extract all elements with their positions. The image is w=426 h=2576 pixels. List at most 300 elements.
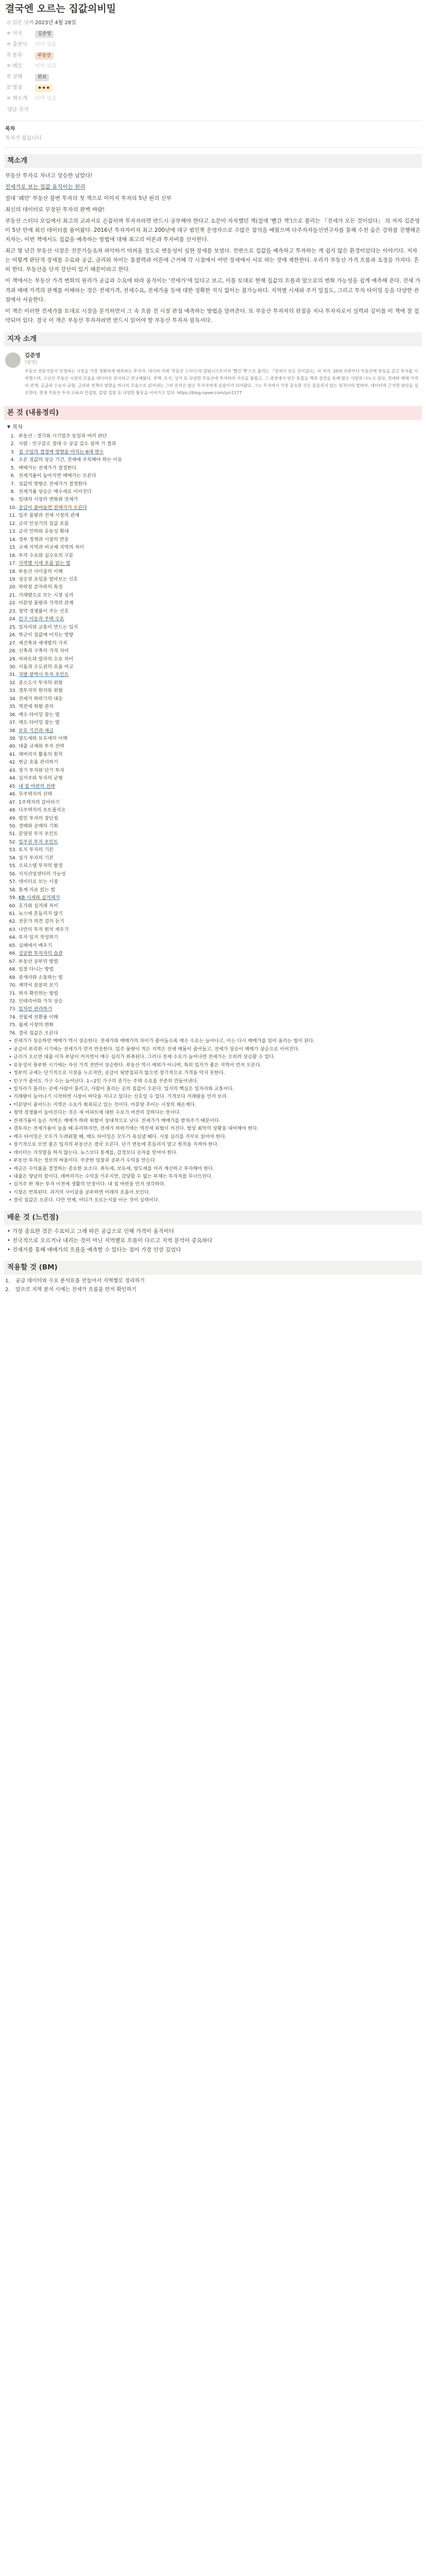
list-item-text: 세금은 수익률을 결정하는 중요한 요소다. 취득세, 보유세, 양도세를 미리 계산하고 투자해야 한다. — [13, 1165, 214, 1172]
add-comment-button[interactable]: 댓글 추가 — [7, 107, 29, 113]
list-item — [4, 591, 422, 599]
list-item-text: 대출은 양날의 칼이다. 레버리지는 수익을 키우지만, 감당할 수 없는 부채는 투자자를 무너뜨린다. — [13, 1173, 213, 1179]
list-item-text: 청약 경쟁률이 높아진다는 것은 새 아파트에 대한 수요가 여전히 강하다는 뜻이다. — [13, 1110, 181, 1116]
section-heading-intro: 책소개 — [4, 154, 422, 168]
list-item-text: 매수 타이밍 잡는 법 — [19, 711, 60, 718]
bullet-dot: 22. — [9, 600, 17, 606]
bullet-dot: 68. — [9, 967, 17, 973]
list-item-text: 정부의 규제는 단기적으로 시장을 누르지만, 공급이 뒷받침되지 않으면 장기적으로 가격을 막지 못한다. — [13, 1070, 225, 1076]
list-item-text: 인구가 줄어도 가구 수는 늘어난다. 1~2인 가구의 증가는 주택 수요를 꾸준히 만들어낸다. — [13, 1078, 199, 1084]
list-item-text: 아파트와 빌라의 수요 차이 — [19, 656, 74, 662]
list-item-text: 임장 다니는 방법 — [19, 967, 54, 973]
list-item-text: 공급이 줄어들면 전세가가 오른다 — [19, 504, 88, 511]
bullet-dot: 34. — [9, 696, 17, 702]
bullet-dot: 66. — [9, 951, 17, 957]
list-item — [4, 1077, 422, 1085]
list-item-text: 전월세 전환율 이해 — [19, 1014, 58, 1020]
property-tag: 김준영 — [35, 30, 54, 38]
properties-panel — [4, 17, 422, 119]
list-item-text: 결국 집값은 오른다. 다만 언제, 어디가 오르는지를 아는 것이 실력이다. — [13, 1197, 160, 1204]
list-item — [4, 1141, 422, 1148]
paragraph: 부동산 스터디 모임에서 최고의 교과서로 손꼽히며 투자자라면 반드시 공부해야 한다고 소문이 자자했던 책(집에 '빨간 책')으로 불리는 『전세가 모든 것이었다』 의 저자 김준영이 5년 만에 최신 데이터를 품어왔다. 2016년 투자자이자 최고 200년에 대구 범민쪽 운영자으로 수많은 참석을 배웠으며 다주자자들선연구자를 통해 수천 숲은 강하를 진행해온 저자는, 이번 책에서도 집값을 예측하는 방법에 대해 최고의 이론과 투자비를 선사한다. — [5, 218, 421, 243]
list-item — [4, 528, 422, 535]
property-name: 책소개 — [12, 96, 27, 102]
list-item — [4, 1005, 422, 1013]
bullet-dot: 53. — [9, 847, 17, 853]
list-item — [4, 719, 422, 726]
list-item-text: 지방 광역시 투자 포인트 — [19, 672, 69, 678]
text-icon: ≡ — [7, 96, 11, 101]
list-item — [4, 1285, 422, 1294]
list-item — [4, 910, 422, 918]
list-item-text: 거래량으로 보는 시장 심리 — [19, 592, 74, 598]
bullet-dot: 41. — [9, 751, 17, 757]
list-item — [4, 934, 422, 941]
bullet-dot: 37. — [9, 720, 17, 726]
bullet-dot: 42. — [9, 759, 17, 766]
list-item-text: 부동산 사이클의 이해 — [19, 568, 63, 574]
author-role: (필명) — [25, 360, 38, 365]
list-item-text: 미분양이 줄어드는 지역은 수요가 회복되고 있는 것이다. 미분양 추이는 시장의 체온계다. — [13, 1101, 196, 1108]
list-item — [4, 440, 422, 448]
list-item-text: 실패에서 배우기 — [19, 942, 53, 948]
list-item — [4, 1053, 422, 1061]
list-item — [4, 783, 422, 790]
bullet-dot: 25. — [9, 624, 17, 630]
list-item — [4, 1069, 422, 1077]
list-item — [4, 488, 422, 496]
list-item — [4, 822, 422, 830]
list-icon: ☰ — [6, 85, 11, 91]
list-item — [4, 1236, 422, 1245]
bullet-dot: • — [9, 1165, 12, 1172]
bullet-dot: 13. — [9, 529, 17, 535]
list-item — [4, 647, 422, 655]
bullet-dot: 19. — [9, 576, 17, 582]
bullet-dot: 27. — [9, 640, 17, 646]
bullet-dot: • — [7, 1228, 11, 1234]
bullet-dot: 61. — [9, 911, 17, 917]
list-item — [4, 711, 422, 719]
list-item-text: 전문가 의견 걸러 듣기 — [19, 919, 64, 925]
bullet-dot: 48. — [9, 807, 17, 814]
list-item — [4, 552, 422, 560]
list-item — [4, 894, 422, 902]
bullet-dot: 33. — [9, 688, 17, 694]
list-item — [4, 560, 422, 567]
list-item-text: 유동성이 풍부한 시기에는 자산 가격 전반이 상승한다. 부동산 역시 예외가 아니며, 특히 입지가 좋은 지역이 먼저 오른다. — [13, 1062, 262, 1068]
property-read-date[interactable] — [5, 18, 421, 29]
list-number: 1. — [5, 1278, 10, 1284]
bullet-dot: • — [9, 1046, 12, 1052]
list-item — [4, 687, 422, 694]
bullet-dot: 76. — [9, 1030, 17, 1036]
bullet-dot: 28. — [9, 648, 17, 654]
page-title: 결국엔 오르는 집값의비밀 — [5, 3, 116, 14]
list-item — [4, 1093, 422, 1100]
bullet-dot: • — [9, 1086, 12, 1092]
list-item-text: 매매가는 전세가가 결정한다 — [19, 465, 77, 471]
list-item — [4, 727, 422, 735]
list-item — [4, 878, 422, 886]
list-item-text: 금리 인상기의 집값 흐름 — [19, 520, 69, 527]
list-item — [4, 774, 422, 782]
bullet-dot: 39. — [9, 736, 17, 742]
section-heading-author: 지자 소개 — [4, 332, 422, 346]
bullet-dot: 55. — [9, 863, 17, 869]
list-item-text: 내 집 마련의 전략 — [19, 783, 55, 789]
list-item — [4, 1125, 422, 1132]
bullet-dot: 3. — [10, 449, 15, 455]
bullet-dot: 15. — [9, 545, 17, 551]
bullet-dot: 72. — [9, 998, 17, 1004]
list-item — [4, 1013, 422, 1021]
list-item-text: 시장은 반복된다. 과거의 사이클을 공부하면 미래의 흐름이 보인다. — [13, 1189, 150, 1195]
list-item-text: 지역별 시세 흐름 읽는 법 — [19, 561, 71, 567]
intro-body — [4, 170, 422, 326]
bullet-dot: 29. — [9, 656, 17, 662]
bullet-dot: 20. — [9, 584, 17, 590]
list-item — [4, 679, 422, 687]
list-item-text: 계약서 꼼꼼히 보기 — [19, 982, 58, 989]
list-item — [4, 575, 422, 583]
list-item — [4, 1196, 422, 1204]
list-item-text: 장기적으로 보면 좋은 입지의 부동산은 결국 오른다. 단기 변동에 흔들리지 말고 원칙을 지켜야 한다. — [13, 1142, 219, 1148]
list-item-text: 실거주와 투자의 균형 — [19, 775, 63, 782]
list-item-text: 금리 인하와 유동성 확대 — [19, 529, 69, 535]
list-item — [4, 1117, 422, 1125]
list-item — [4, 639, 422, 647]
list-item — [4, 464, 422, 472]
list-item — [4, 1227, 422, 1236]
bullet-dot: 4. — [10, 457, 15, 463]
bullet-dot: 35. — [9, 704, 17, 710]
list-item — [4, 456, 422, 464]
bullet-dot: 5. — [10, 465, 15, 471]
summary-list — [4, 1037, 422, 1205]
bullet-dot: 1. — [10, 433, 15, 439]
bullet-dot: 50. — [9, 823, 17, 829]
bullet-dot: 23. — [9, 608, 17, 614]
list-item — [4, 583, 422, 591]
bullet-dot: 56. — [9, 871, 17, 877]
list-item — [4, 965, 422, 973]
bullet-dot: 7. — [10, 481, 15, 487]
property-name: 분류 — [12, 53, 23, 59]
list-item — [4, 1085, 422, 1093]
property-category[interactable] — [5, 50, 421, 61]
bullet-dot: • — [9, 1110, 12, 1116]
list-item-text: 법인 투자의 장단점 — [19, 815, 58, 821]
bullet-dot: 18. — [9, 568, 17, 574]
list-item — [4, 815, 422, 822]
property-tag: ★★★ — [35, 84, 53, 92]
bullet-dot: • — [9, 1101, 12, 1108]
list-item — [4, 1061, 422, 1069]
list-item — [4, 1180, 422, 1188]
paragraph — [4, 181, 422, 193]
list-icon: ☰ — [6, 53, 11, 58]
chapter-list — [4, 432, 422, 1037]
list-item-text: 하자 확인하는 방법 — [19, 990, 58, 996]
list-item-text: 1주택자의 갈아타기 — [19, 799, 60, 805]
list-item-text: 전세가율이 높아지면 매매가는 오른다 — [19, 473, 96, 479]
property-name: 상태 — [12, 74, 23, 80]
list-item — [4, 1189, 422, 1196]
bullet-dot: • — [9, 1197, 12, 1204]
property-name: 출판사 — [12, 42, 27, 48]
list-item — [4, 862, 422, 870]
list-item — [4, 1173, 422, 1180]
bullet-dot: 9. — [10, 497, 15, 503]
list-item — [4, 663, 422, 671]
list-item-text: 재건축과 재개발의 가치 — [19, 640, 67, 646]
list-item-text: 집 구입의 결정에 영향을 미치는 6대 변수 — [19, 449, 104, 455]
bullet-dot: 52. — [9, 839, 17, 845]
bullet-dot: • — [9, 1181, 12, 1188]
list-item-text: 전세가를 통해 매매가의 흐름을 예측할 수 있다는 점이 가장 인상 깊었다 — [12, 1246, 181, 1253]
list-item — [4, 695, 422, 703]
list-item-text: 갭투자의 원리와 위험 — [19, 688, 63, 694]
bullet-dot: 63. — [9, 926, 17, 933]
bullet-dot: 74. — [9, 1014, 17, 1020]
bullet-dot: 44. — [9, 775, 17, 782]
property-rating[interactable] — [5, 83, 421, 94]
bullet-dot: 60. — [9, 903, 17, 909]
list-item — [4, 926, 422, 934]
list-item-text: 전세가 하락기의 대응 — [19, 696, 63, 702]
property-value: 비어 있음 — [35, 42, 57, 48]
bullet-dot: 51. — [9, 831, 17, 837]
list-item — [4, 1133, 422, 1141]
list-item-text: 가장 중요한 것은 수요이고 그래 따른 공급으로 인해 가격이 움직이다 — [12, 1228, 175, 1234]
list-item-text: 데이터는 거짓말을 하지 않는다. 뉴스보다 통계를, 감정보다 숫자를 믿어야 한다. — [13, 1149, 178, 1156]
list-item — [4, 846, 422, 854]
list-item-text: 신축과 구축의 가격 차이 — [19, 648, 69, 654]
list-item-text: 집값의 방향은 전세가가 결정한다 — [19, 481, 88, 487]
list-item-text: 보유 기간과 세금 — [19, 727, 54, 734]
bullet-dot: 45. — [9, 783, 17, 789]
bullet-dot: 11. — [9, 513, 17, 519]
list-item — [4, 1045, 422, 1053]
list-icon: ☰ — [6, 74, 11, 80]
list-item-text: 분양권 투자 포인트 — [19, 831, 58, 837]
property-value: 2023년 4월 28일 — [35, 20, 76, 26]
property-value: 비어 있음 — [35, 96, 57, 102]
list-item-text: 무주택자의 선택 — [19, 791, 53, 798]
bullet-dot: 59. — [9, 895, 17, 901]
list-item — [4, 990, 422, 997]
author-description: 부동산 전문가들이 인정하는 시장을 가장 정확하게 예측하는 투자자. 네이버 카페 '부동산 스터디'의 칼럼니스트이자 '빨간 책'으로 불리는 『전세가 모든 것이었다』의 저자. 20대 초반부터 부동산에 관심을 갖고 투자를 시작했으며, 수년간 부동산 시장의 흐름을 데이터로 분석하고 연구해왔다. 주택, 토지, 상가 등 다양한 부동산에 투자하며 자산을 불렸고, 그 과정에서 얻은 통찰을 책과 강연을 통해 많은 사람과 나누고 있다. 전세와 매매 가격의 관계, 공급과 수요의 균형, 금리와 정책의 영향을 하나의 흐름으로 읽어내는 그의 분석은 많은 투자자에게 길잡이가 되어왔다. 그는 투자에서 가장 중요한 것은 흔들리지 않는 원칙이라 말하며, 데이터에 근거한 판단을 강조한다. 현재 부동산 투자 교육과 컨설팅, 칼럼 집필 등 다양한 활동을 이어가고 있다. https://blog.naver.com/jun1177 — [25, 368, 418, 395]
section-heading-notes: 배운 것 (느낀점) — [4, 1211, 422, 1225]
list-item-text: 장기 투자와 단기 투자 — [19, 767, 64, 773]
bullet-dot: • — [9, 1158, 12, 1164]
toc-title: 목차 — [5, 126, 15, 132]
list-item-text: 금리가 오르면 대출 이자 부담이 커지면서 매수 심리가 위축된다. 그러나 전세 수요가 늘어나면 전세가는 오히려 상승할 수 있다. — [13, 1054, 276, 1060]
bullet-dot: • — [7, 1246, 11, 1253]
bullet-dot: 26. — [9, 632, 17, 638]
paragraph: 부동산 투자로 자녀고 상승한 남았다! — [5, 173, 93, 179]
list-item — [4, 751, 422, 758]
list-item — [4, 520, 422, 528]
list-item-text: 양도세와 보유세의 이해 — [19, 736, 67, 742]
bullet-dot: 43. — [9, 767, 17, 773]
list-item-text: KB 시세와 실거래가 — [19, 895, 60, 901]
property-intro[interactable] — [5, 94, 421, 105]
list-item — [4, 599, 422, 607]
list-item — [4, 1021, 422, 1029]
list-item — [4, 854, 422, 862]
apply-list — [4, 1277, 422, 1294]
bullet-dot: • — [9, 1189, 12, 1195]
bullet-dot: 62. — [9, 919, 17, 925]
list-item-text: 투자 일지 작성하기 — [19, 935, 58, 941]
list-item — [4, 623, 422, 631]
list-item — [4, 1245, 422, 1255]
list-item-text: 데이터로 보는 시장 — [19, 879, 58, 885]
list-item-text: 갭투자는 전세가율이 높을 때 유리하지만, 전세가 하락기에는 역전세 위험이 커진다. 항상 최악의 상황을 대비해야 한다. — [13, 1126, 259, 1132]
property-name: 별점 — [12, 85, 23, 91]
property-memo[interactable] — [5, 61, 421, 72]
bullet-dot: 16. — [9, 552, 17, 558]
bullet-dot: 65. — [9, 942, 17, 948]
list-item-text: 투자 수요와 실수요의 구분 — [19, 552, 74, 558]
list-item — [4, 655, 422, 663]
paragraph: 이 책은 이러한 전세가를 토대로 시장을 분석하면서 그 속 흐름 전 시장 관점 예측하는 방법을 알려준다. 또 부동산 투자자의 관점을 지나 투자자로서 실력과 깊이를 이 책에 잘 집약되어 있다. 결국 이 책은 부동산 투자자라면 반드시 읽어야 할 부동산 투자자 필독서다. — [5, 308, 419, 324]
list-item-text: 학군이 집값에 미치는 영향 — [19, 632, 74, 638]
list-item-text: 나만의 투자 원칙 세우기 — [19, 926, 69, 933]
bullet-dot: • — [9, 1149, 12, 1156]
list-item — [4, 1165, 422, 1173]
list-item-text: 부동산 공부의 방법 — [19, 958, 58, 964]
list-item — [4, 504, 422, 512]
list-item-text: 매도 타이밍 잡는 법 — [19, 720, 60, 726]
list-item — [4, 480, 422, 488]
list-item-text: 전세가율 상승은 매수세로 이어진다 — [19, 488, 92, 495]
list-item-text: 서울과 수도권의 흐름 비교 — [19, 664, 74, 670]
toggle-label: 목차 — [12, 423, 23, 430]
list-item — [4, 615, 422, 623]
divider — [4, 147, 422, 148]
list-item-text: 청약 경쟁률이 주는 신호 — [19, 608, 69, 614]
author-info — [25, 351, 421, 397]
list-item — [4, 870, 422, 878]
list-item — [4, 703, 422, 710]
list-item — [4, 742, 422, 750]
list-item-text: 미분양 물량과 가격의 관계 — [19, 600, 74, 606]
list-item-text: 입주권 투자 포인트 — [19, 839, 58, 845]
list-item-text: 통계 자료 읽는 법 — [19, 887, 55, 893]
list-item-text: 오른 집값의 상승 기간, 전세에 주목해야 하는 이유 — [19, 457, 122, 463]
bullet-dot: • — [9, 1117, 12, 1124]
list-item — [4, 432, 422, 440]
list-item-text: 중소도시 투자의 위험 — [19, 680, 63, 686]
bullet-dot: 71. — [9, 990, 17, 996]
list-item — [4, 758, 422, 766]
author-block — [4, 348, 422, 400]
bullet-dot: 32. — [9, 680, 17, 686]
list-item — [4, 607, 422, 615]
list-item-text: 매수 타이밍은 모두가 두려워할 때, 매도 타이밍은 모두가 욕심낼 때다. 시장 심리를 거꾸로 읽어야 한다. — [13, 1133, 227, 1140]
property-value: 비어 있음 — [35, 63, 57, 70]
list-item — [4, 886, 422, 894]
list-item-text: 상승장 초입을 알아보는 신호 — [19, 576, 78, 582]
list-item-text: 중개사와 소통하는 법 — [19, 974, 63, 980]
bullet-dot: 31. — [9, 672, 17, 678]
list-item-text: 일자리가 몰리는 곳에 사람이 몰리고, 사람이 몰리는 곳의 집값이 오른다. 입지의 핵심은 일자리와 교통이다. — [13, 1086, 234, 1092]
bullet-dot: 30. — [9, 664, 17, 670]
list-item — [4, 544, 422, 551]
bullet-dot: • — [9, 1078, 12, 1084]
list-item-text: 성공한 투자자의 습관 — [19, 951, 63, 957]
list-item — [4, 950, 422, 957]
bullet-dot: 75. — [9, 1022, 17, 1028]
toc-toggle[interactable] — [4, 422, 422, 432]
bullet-dot: 46. — [9, 791, 17, 798]
bullet-dot: 12. — [9, 520, 17, 527]
list-item — [4, 1109, 422, 1116]
bullet-dot: 64. — [9, 935, 17, 941]
list-item — [4, 472, 422, 480]
list-item-text: 공급이 부족한 시기에는 전세가가 먼저 반응한다. 입주 물량이 적은 지역은 전세 매물이 줄어들고, 전세가 상승이 매매가 상승으로 이어진다. — [13, 1046, 300, 1052]
avatar — [5, 352, 21, 368]
list-item — [4, 512, 422, 519]
list-item-text: 실거주 한 채는 투자 이전에 생활의 안정이다. 내 집 마련을 먼저 생각하라. — [13, 1181, 166, 1188]
list-item-text: 규제 지역과 비규제 지역의 차이 — [19, 545, 84, 551]
property-author[interactable] — [5, 29, 421, 40]
bullet-dot: 67. — [9, 958, 17, 964]
list-item — [4, 1277, 422, 1285]
list-item — [4, 568, 422, 575]
list-item-text: 지식산업센터의 가능성 — [19, 871, 66, 877]
list-item-text: 현금 흐름 관리하기 — [19, 759, 58, 766]
list-item-text: 부동산 투자는 정보의 싸움이다. 꾸준한 임장과 공부가 수익을 만든다. — [13, 1158, 157, 1164]
property-status[interactable] — [5, 72, 421, 83]
text-icon: ≡ — [7, 63, 11, 69]
list-item — [4, 942, 422, 950]
paragraph-text: 전세가로 보는 집값 움직이는 원리 — [5, 184, 86, 191]
list-item-text: 상가 투자의 기본 — [19, 855, 54, 861]
list-item-text: 전세가가 상승하면 매매가 역시 상승한다. 전세가와 매매가의 차이가 줄어들수록 매수 수요는 늘어나고, 이는 다시 매매가를 밀어 올리는 힘이 된다. — [13, 1038, 315, 1044]
property-publisher[interactable] — [5, 40, 421, 50]
list-item-text: 오피스텔 투자의 함정 — [19, 863, 63, 869]
list-item-text: 임대차 시장의 변화와 전세가 — [19, 497, 78, 503]
bullet-dot: 40. — [9, 743, 17, 750]
property-name: 읽은 날짜 — [12, 20, 34, 26]
bullet-dot: • — [9, 1094, 12, 1100]
list-item-text: 전세가율이 높은 지역은 매매가 하락 위험이 상대적으로 낮다. 전세가가 매매가를 받쳐주기 때문이다. — [13, 1117, 220, 1124]
section-heading-body: 본 것 (내용정리) — [4, 406, 422, 420]
paragraph: 최신의 데이터로 무장된 투자의 완벽 바람! — [5, 207, 105, 213]
bullet-dot: 73. — [9, 1006, 17, 1012]
bullet-dot: • — [9, 1070, 12, 1076]
list-item — [4, 448, 422, 456]
bullet-dot: • — [9, 1062, 12, 1068]
list-item-text: 역전세 위험 관리 — [19, 704, 54, 710]
list-item-text: 전국적으로 오르거나 내리는 것이 아닌 지역별로 흐름이 다르고 지역 분석이 중요하다 — [12, 1237, 213, 1244]
list-item — [4, 981, 422, 989]
list-item — [4, 902, 422, 910]
author-name: 김준영 — [25, 352, 41, 359]
list-item-text: 호가와 실거래 차이 — [19, 903, 58, 909]
list-item-text: 공급 데이터와 수요 분석표를 만들어서 지역별로 정리하기 — [15, 1278, 145, 1284]
notes-list — [4, 1227, 422, 1255]
list-item-text: 하락장 끝자락의 특징 — [19, 584, 63, 590]
list-item-text: 일자리와 교통이 만드는 입지 — [19, 624, 78, 630]
bullet-dot: 2. — [10, 441, 15, 447]
list-item-text: 월세 시장의 변화 — [19, 1022, 54, 1028]
bullet-dot: 36. — [9, 711, 17, 718]
